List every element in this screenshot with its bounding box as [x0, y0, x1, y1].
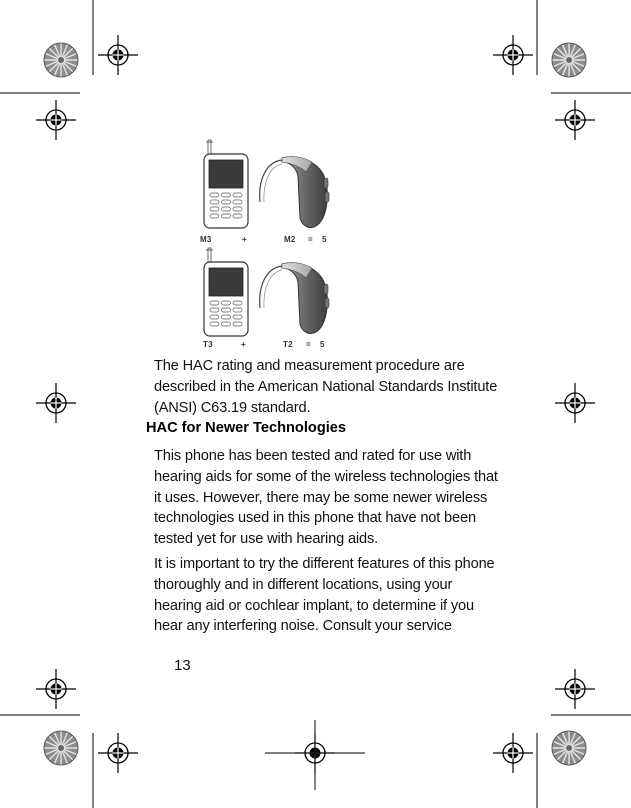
equals-sign: =	[308, 235, 313, 244]
phone-row2-graphic	[204, 248, 248, 336]
section-heading: HAC for Newer Technologies	[146, 420, 347, 436]
combined-rating: 5	[322, 235, 327, 244]
hearing-aid-rating-label: T2	[283, 340, 293, 349]
intro-paragraph: The HAC rating and measurement procedure are described in the American National Standards Institute (ANSI) C63.19 standard.	[154, 358, 498, 416]
hearing-aid-rating-label: M2	[284, 235, 296, 244]
page-number: 13	[174, 657, 191, 674]
plus-sign: +	[242, 235, 247, 244]
phone-row1-graphic	[204, 140, 248, 228]
equals-sign: =	[306, 340, 311, 349]
combined-rating: 5	[320, 340, 325, 349]
earpiece-row2-graphic	[260, 263, 329, 334]
plus-sign: +	[241, 340, 246, 349]
earpiece-row1-graphic	[260, 157, 329, 228]
body-paragraph: It is important to try the different features of this phone thoroughly and in different locations, using your hearing aid or cochlear implant, to determine if you hear any interfering noise. Consult your service	[154, 556, 495, 635]
phone-rating-label: T3	[203, 340, 213, 349]
phone-rating-label: M3	[200, 235, 212, 244]
body-paragraph: This phone has been tested and rated for use with hearing aids for some of the wireless technologies that it uses. However, there may be some newer wireless technologies used in this phone that have not been tested yet for use with hearing aids.	[154, 448, 498, 548]
